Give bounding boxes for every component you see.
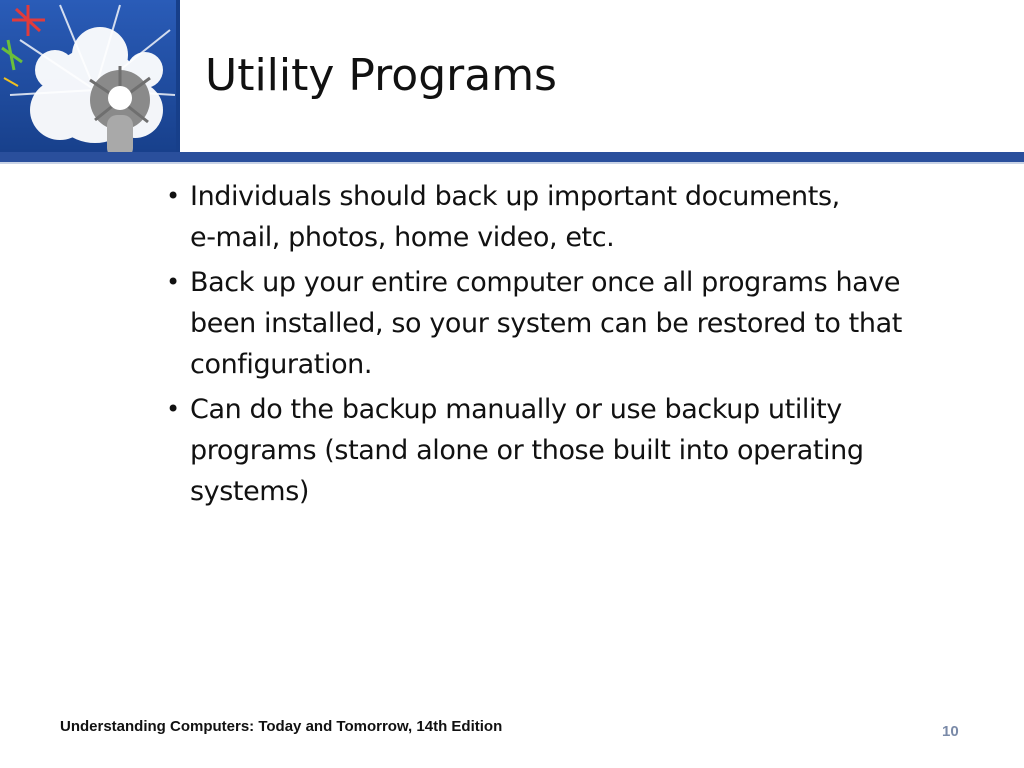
footer-text: Understanding Computers: Today and Tomorrow, 14th Edition xyxy=(60,718,503,735)
bullet-item xyxy=(164,176,954,258)
bullet-line: e-mail, photos, home video, etc. xyxy=(190,222,615,253)
bullet-line: programs (stand alone or those built into operating xyxy=(190,435,864,466)
bullet-line: configuration. xyxy=(190,349,373,380)
bullet-line: been installed, so your system can be restored to that xyxy=(190,308,902,339)
bullet-item xyxy=(164,389,954,512)
bullet-item xyxy=(164,262,954,385)
bullet-line: Individuals should back up important documents, xyxy=(190,181,840,212)
title-divider xyxy=(0,152,1024,162)
dandelion-icon xyxy=(0,0,180,158)
title-divider-shadow xyxy=(0,162,1024,164)
bullet-icon: • xyxy=(166,395,180,423)
bullet-line: systems) xyxy=(190,476,310,507)
slide-title: Utility Programs xyxy=(205,50,557,101)
page-number: 10 xyxy=(942,723,959,740)
bullet-line: Back up your entire computer once all programs have xyxy=(190,267,901,298)
bullet-line: Can do the backup manually or use backup utility xyxy=(190,394,842,425)
bullet-list xyxy=(164,176,954,516)
bullet-icon: • xyxy=(166,268,180,296)
bullet-icon: • xyxy=(166,182,180,210)
